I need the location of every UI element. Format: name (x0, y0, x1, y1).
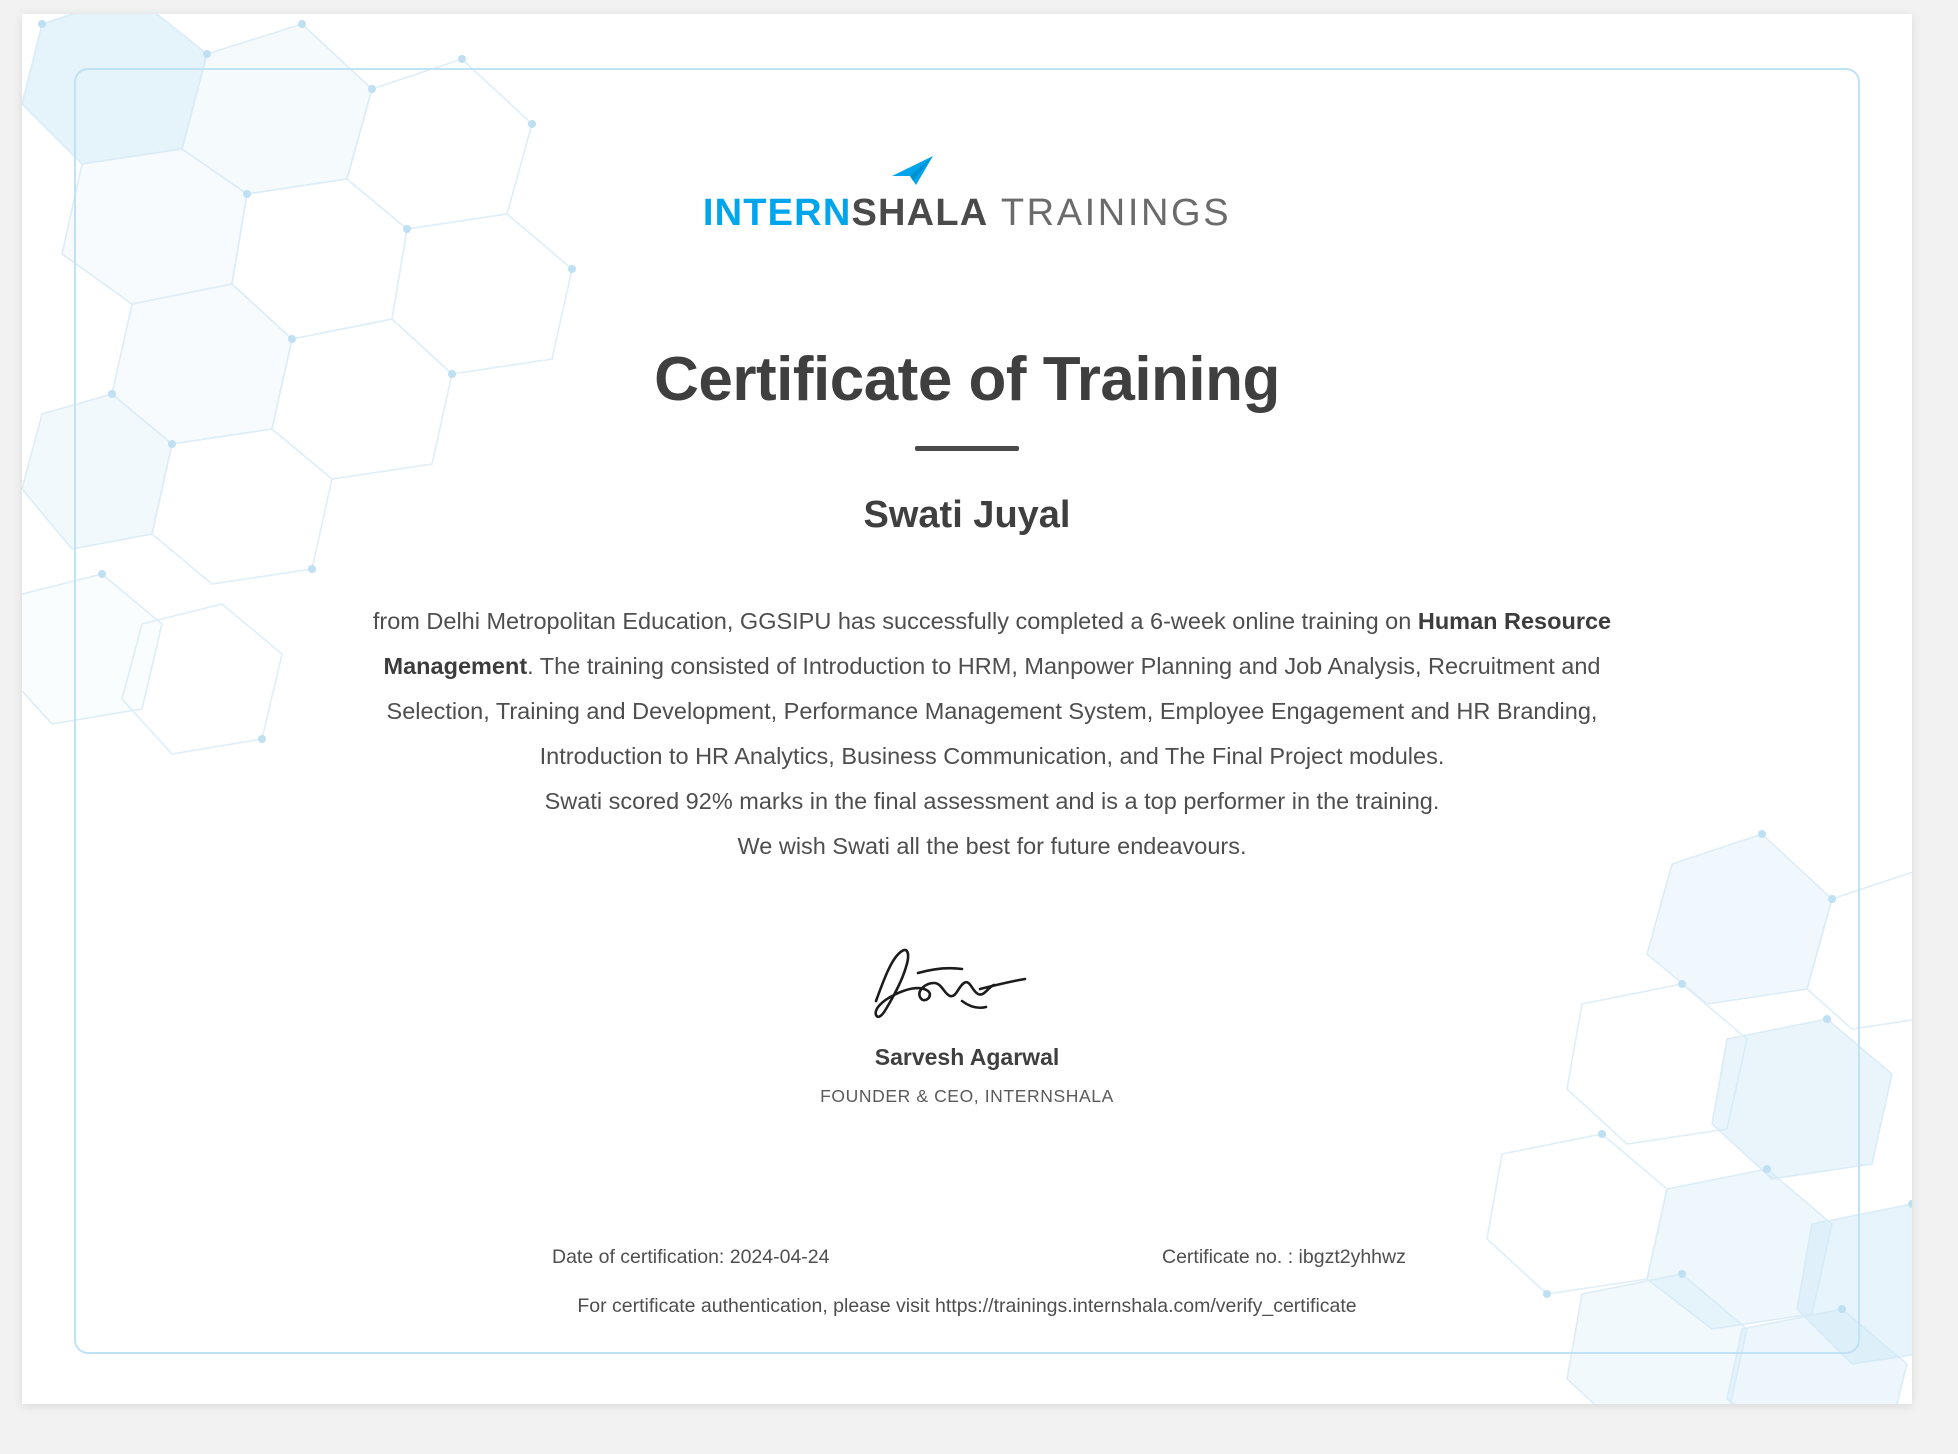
paper-plane-icon (889, 154, 935, 188)
certificate-card (22, 14, 1912, 1404)
wish-line: We wish Swati all the best for future endeavours. (737, 833, 1247, 859)
body-post-text: . The training consisted of Introduction to HRM, Manpower Planning and Job Analysis, Recruitment and Selection, Training and Development, Performance Management System, Employee Engagement and HR Branding, Introduction to HR Analytics, Business Communication, and The Final Project modules. (386, 653, 1601, 769)
score-line: Swati scored 92% marks in the final assessment and is a top performer in the training. (544, 788, 1440, 814)
recipient-name: Swati Juyal (863, 494, 1071, 536)
certificate-content (22, 14, 1912, 1404)
body-paragraph (332, 599, 1652, 779)
internshala-logo (22, 192, 1912, 252)
certificate-body (332, 599, 1652, 869)
certificate-title: Certificate of Training (654, 345, 1280, 414)
certificate-number: Certificate no. : ibgzt2yhhwz (1162, 1246, 1406, 1268)
signatory-name: Sarvesh Agarwal (874, 1044, 1060, 1070)
logo-text-shala: SHALA (851, 192, 989, 234)
authentication-note: For certificate authentication, please visit https://trainings.internshala.com/verify_certificate (577, 1295, 1357, 1317)
title-divider (915, 446, 1019, 451)
logo-text-trainings: TRAININGS (988, 192, 1232, 234)
signatory-role: FOUNDER & CEO, INTERNSHALA (820, 1086, 1114, 1106)
body-pre-text: from Delhi Metropolitan Education, GGSIPU has successfully completed a 6-week online training on (372, 608, 1418, 634)
course-name: Human Resource Management (383, 608, 1612, 679)
signature-image (22, 939, 1912, 1034)
certification-date: Date of certification: 2024-04-24 (552, 1246, 830, 1268)
logo-text-intern: INTERN (702, 192, 852, 234)
